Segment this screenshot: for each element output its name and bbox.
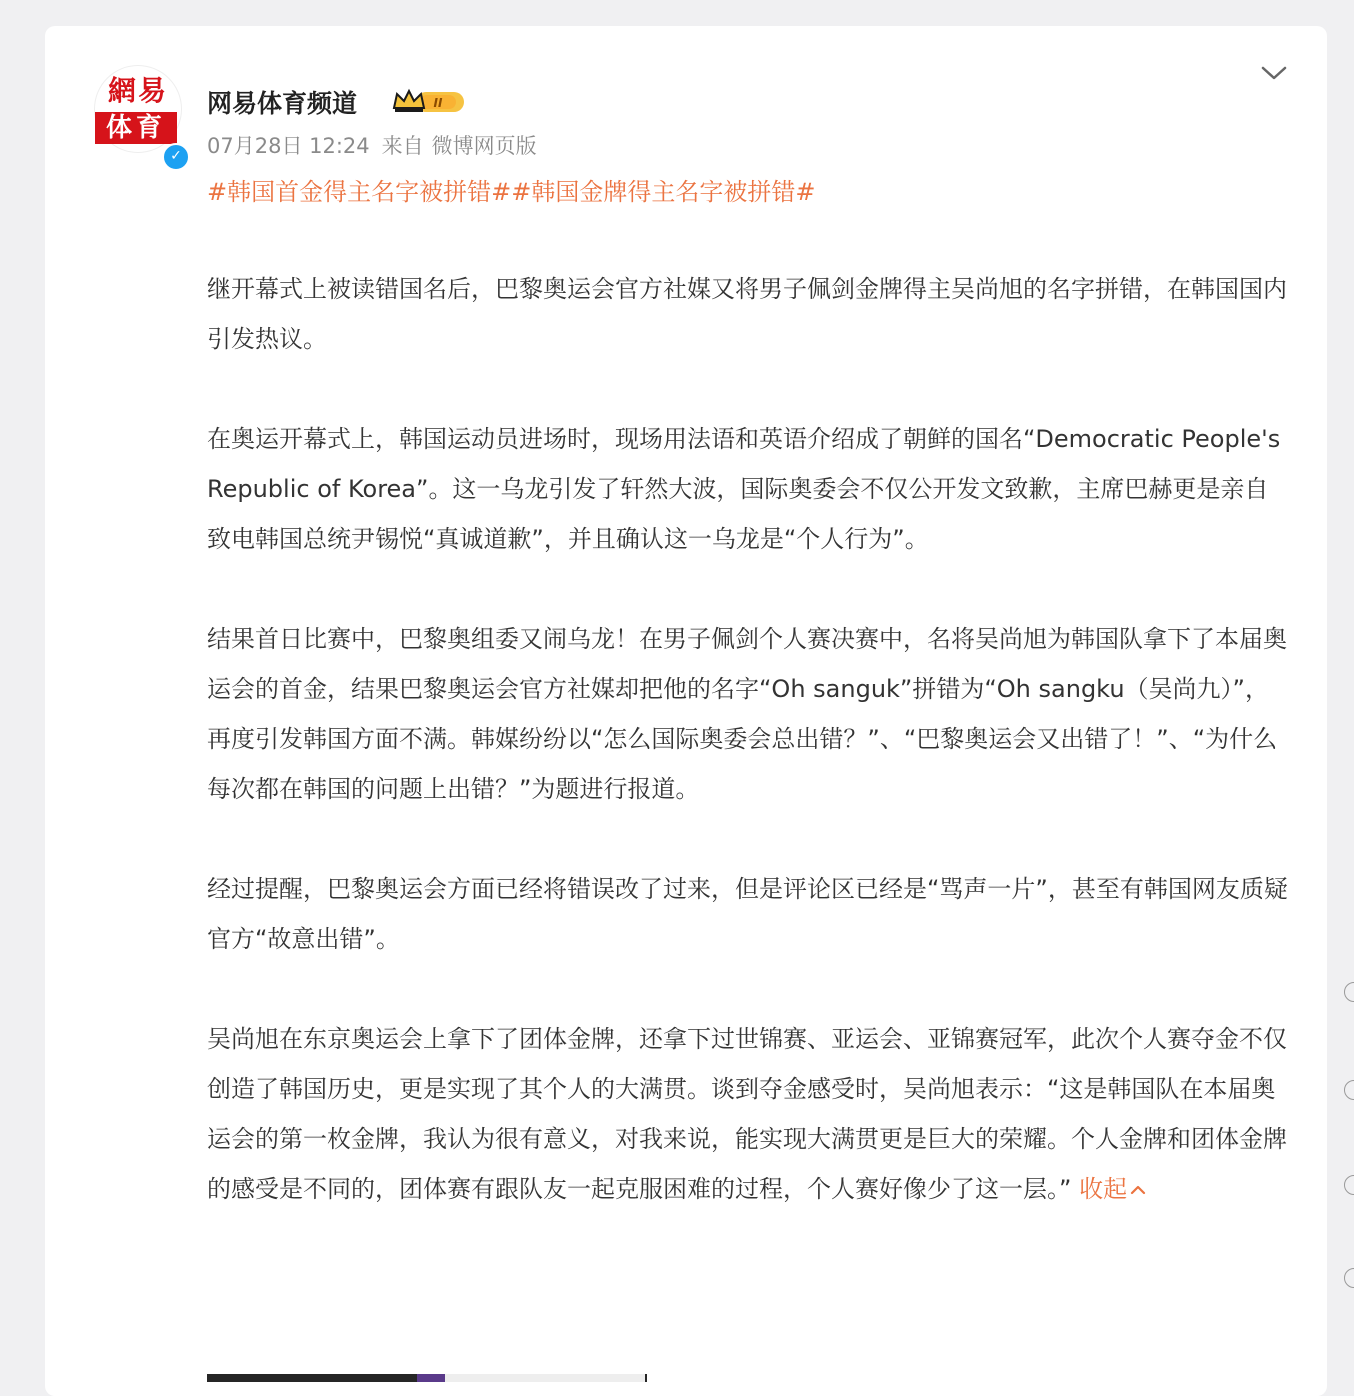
paragraph-1: 继开幕式上被读错国名后，巴黎奥运会官方社媒又将男子佩剑金牌得主吴尚旭的名字拼错，在韩国国内引发热议。: [207, 275, 1287, 353]
paragraph-3: 结果首日比赛中，巴黎奥组委又闹乌龙！在男子佩剑个人赛决赛中，名将吴尚旭为韩国队拿下了本届奥运会的首金，结果巴黎奥运会官方社媒却把他的名字“Oh sanguk”拼错为“Oh sangku（吴尚九）”，再度引发韩国方面不满。韩媒纷纷以“怎么国际奥委会总出错？”、“巴黎奥运会又出错了！”、“为什么每次都在韩国的问题上出错？”为题进行报道。: [207, 625, 1287, 803]
media-thumb-placeholder: [445, 1374, 645, 1382]
side-float-icon[interactable]: [1344, 1175, 1354, 1195]
paragraph-2: 在奥运开幕式上，韩国运动员进场时，现场用法语和英语介绍成了朝鲜的国名“Democratic People's Republic of Korea”。这一乌龙引发了轩然大波，国际奥委会不仅公开发文致歉，主席巴赫更是亲自致电韩国总统尹锡悦“真诚道歉”，并且确认这一乌龙是“个人行为”。: [207, 425, 1281, 553]
side-float-icon[interactable]: [1344, 1080, 1354, 1100]
paragraph-5-text: 吴尚旭在东京奥运会上拿下了团体金牌，还拿下过世锦赛、亚运会、亚锦赛冠军，此次个人赛夺金不仅创造了韩国历史，更是实现了其个人的大满贯。谈到夺金感受时，吴尚旭表示：“这是韩国队在本届奥运会的第一枚金牌，我认为很有意义，对我来说，能实现大满贯更是巨大的荣耀。个人金牌和团体金牌的感受是不同的，团体赛有跟队友一起克服困难的过程，个人赛好像少了这一层。”: [207, 1025, 1287, 1203]
post-source[interactable]: 微博网页版: [431, 134, 537, 158]
avatar-logo-top: 網易: [107, 74, 168, 107]
verified-icon: ✓: [162, 143, 190, 171]
svg-text:II: II: [433, 96, 443, 110]
collapse-button[interactable]: [1079, 1175, 1147, 1203]
side-float-icon[interactable]: [1344, 1268, 1354, 1288]
username-link[interactable]: 网易体育频道: [207, 89, 358, 118]
avatar-logo-bottom: 体育: [95, 112, 177, 144]
media-preview-strip[interactable]: [207, 1374, 647, 1382]
paragraph-5: [207, 1014, 1289, 1214]
post-meta: [207, 130, 549, 160]
side-float-icon[interactable]: [1344, 982, 1354, 1002]
collapse-label: 收起: [1079, 1175, 1128, 1203]
chevron-up-icon: [1129, 1183, 1147, 1197]
hashtag-links[interactable]: #韩国首金得主名字被拼错##韩国金牌得主名字被拼错#: [207, 178, 816, 206]
media-thumb-edge: [417, 1374, 445, 1382]
paragraph-4: 经过提醒，巴黎奥运会方面已经将错误改了过来，但是评论区已经是“骂声一片”，甚至有韩国网友质疑官方“故意出错”。: [207, 875, 1288, 953]
source-prefix: 来自: [381, 134, 424, 158]
post-date[interactable]: 07月28日 12:24: [207, 134, 370, 158]
post-content: [207, 264, 1289, 1214]
avatar[interactable]: [95, 66, 181, 152]
chevron-down-icon[interactable]: [1258, 58, 1290, 86]
crown-badge-icon[interactable]: [392, 86, 468, 116]
